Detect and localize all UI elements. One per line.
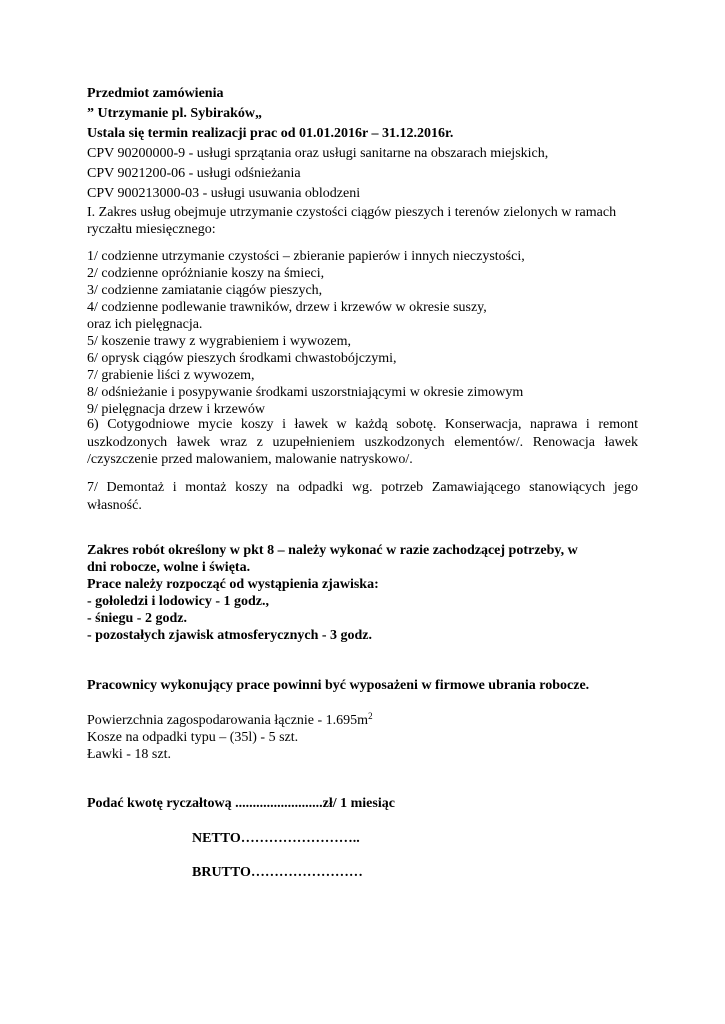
task-item: 5/ koszenie trawy z wygrabieniem i wywozem, bbox=[87, 334, 351, 349]
task-item: 9/ pielęgnacja drzew i krzewów bbox=[87, 402, 266, 417]
cpv-line: CPV 900213000-03 - usługi usuwania oblodzeni bbox=[87, 186, 361, 201]
area-label: Powierzchnia zagospodarowania łącznie - 1.695m bbox=[87, 713, 369, 728]
winter-scope-line: Zakres robót określony w pkt 8 – należy wykonać w razie zachodzącej potrzeby, w bbox=[87, 543, 578, 558]
task-item: 7/ grabienie liści z wywozem, bbox=[87, 368, 255, 383]
bins-line: Kosze na odpadki typu – (35l) - 5 szt. bbox=[87, 730, 299, 745]
object-title: ” Utrzymanie pl. Sybiraków„ bbox=[87, 106, 262, 121]
task-item: 2/ codzienne opróżnianie koszy na śmieci, bbox=[87, 266, 325, 281]
winter-item: - śniegu - 2 godz. bbox=[87, 611, 187, 626]
task-item: 4/ codzienne podlewanie trawników, drzew i krzewów w okresie suszy, bbox=[87, 300, 487, 315]
cpv-line: CPV 90200000-9 - usługi sprzątania oraz usługi sanitarne na obszarach miejskich, bbox=[87, 146, 549, 161]
winter-scope-line: dni robocze, wolne i święta. bbox=[87, 560, 251, 575]
task-item: 3/ codzienne zamiatanie ciągów pieszych, bbox=[87, 283, 323, 298]
benches-line: Ławki - 18 szt. bbox=[87, 747, 171, 762]
task-item: 1/ codzienne utrzymanie czystości – zbieranie papierów i innych nieczystości, bbox=[87, 249, 525, 264]
task-item: 8/ odśnieżanie i posypywanie środkami uszorstniającymi w okresie zimowym bbox=[87, 385, 524, 400]
netto-line: NETTO…………………….. bbox=[192, 831, 360, 846]
task-item: 6/ oprysk ciągów pieszych środkami chwastobójczymi, bbox=[87, 351, 397, 366]
winter-item: - gołoledzi i lodowicy - 1 godz., bbox=[87, 594, 269, 609]
area-unit-superscript: 2 bbox=[368, 711, 373, 721]
scope-intro: ryczałtu miesięcznego: bbox=[87, 222, 216, 237]
task-item: oraz ich pielęgnacja. bbox=[87, 317, 203, 332]
scope-intro: I. Zakres usług obejmuje utrzymanie czystości ciągów pieszych i terenów zielonych w ramach bbox=[87, 205, 617, 220]
price-line: Podać kwotę ryczałtową .........................zł/ 1 miesiąc bbox=[87, 796, 395, 811]
area-line bbox=[87, 712, 373, 729]
subject-heading: Przedmiot zamówienia bbox=[87, 86, 224, 101]
winter-item: - pozostałych zjawisk atmosferycznych - 3 godz. bbox=[87, 628, 373, 643]
winter-start-line: Prace należy rozpocząć od wystąpienia zjawiska: bbox=[87, 577, 379, 592]
task-6-paragraph: 6) Cotygodniowe mycie koszy i ławek w każdą sobotę. Konserwacja, naprawa i remont uszkodzonych ławek wraz z uzupełnieniem uszkodzonych elementów/. Renowacja ławek /czyszczenie przed malowaniem, malowanie natryskowo/. bbox=[87, 417, 638, 467]
workers-note: Pracownicy wykonujący prace powinni być wyposażeni w firmowe ubrania robocze. bbox=[87, 678, 590, 693]
cpv-line: CPV 9021200-06 - usługi odśnieżania bbox=[87, 166, 301, 181]
task-7-paragraph: 7/ Demontaż i montaż koszy na odpadki wg. potrzeb Zamawiającego stanowiących jego własność. bbox=[87, 480, 638, 513]
brutto-line: BRUTTO…………………… bbox=[192, 865, 363, 880]
deadline-line: Ustala się termin realizacji prac od 01.01.2016r – 31.12.2016r. bbox=[87, 126, 454, 141]
